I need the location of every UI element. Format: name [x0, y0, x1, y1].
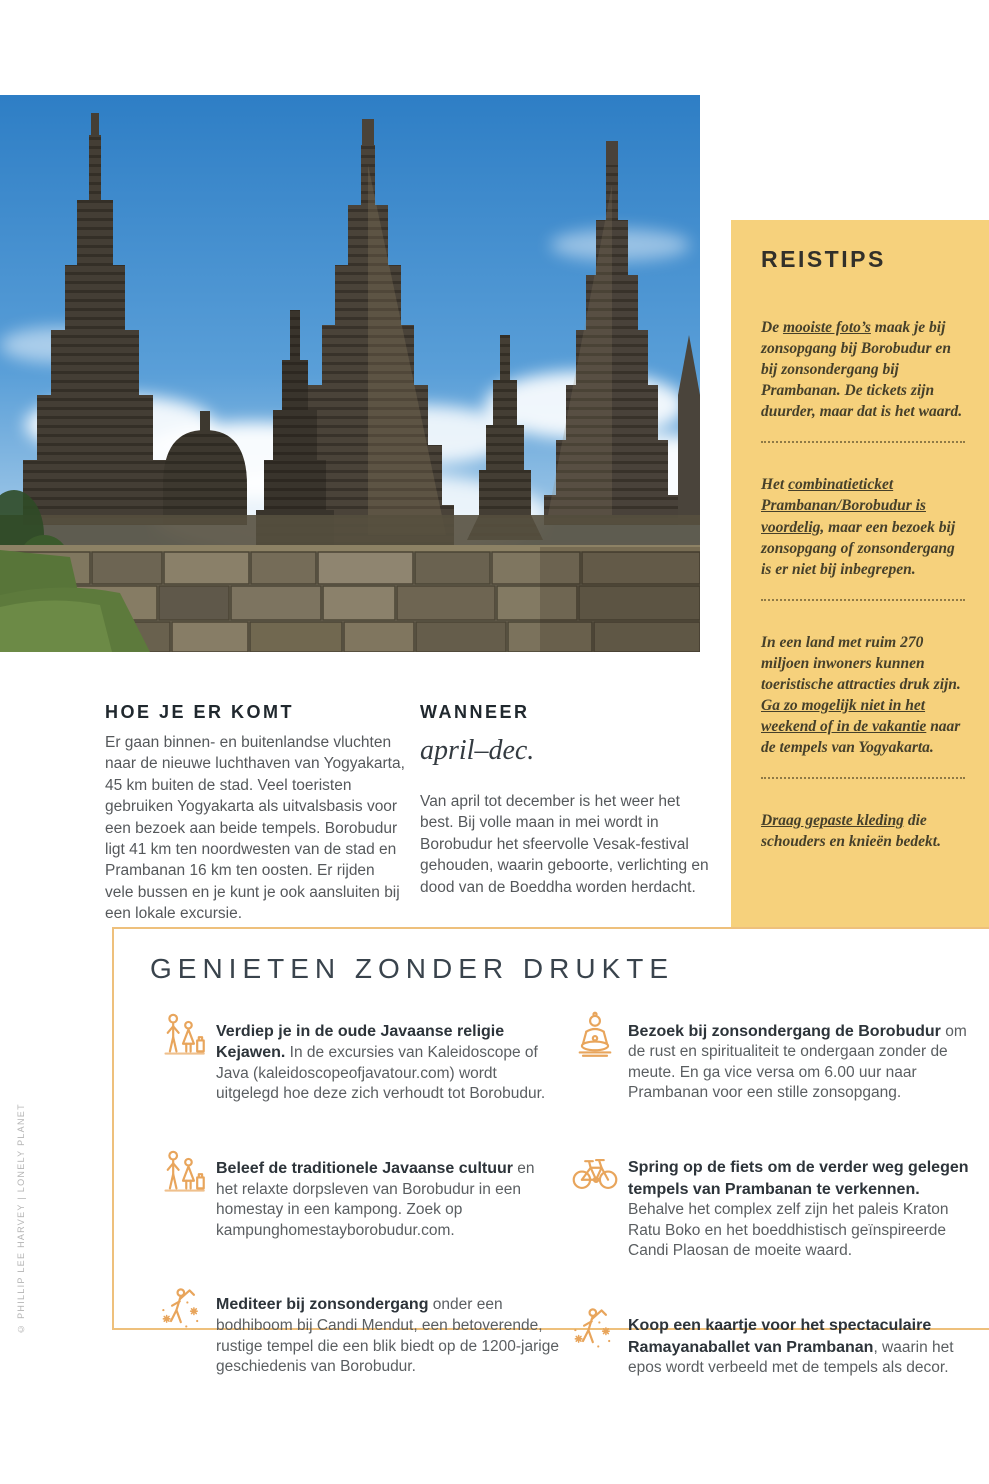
how-body: Er gaan binnen- en buitenlandse vluchten naar de nieuwe luchthaven van Yogyakarta, 45 km buiten de stad. Veel toeristen gebruiken Yogyakarta als uitvalsbasis voor een bezoek aan beide tempels. Borobudur ligt 41 km ten noordwesten van de stad en Prambanan 16 km ten oosten. Er rijden vele bussen en je kunt je ook aansluiten bij een lokale excursie. — [105, 734, 405, 922]
meditation-sparkle-icon — [150, 1279, 216, 1393]
genieten-item-homestay — [150, 1142, 562, 1256]
genieten-item-text: Mediteer bij zonsondergang onder een bodhiboom bij Candi Mendut, een betoverende, rustige tempel die een blik biedt op de 1200-jarige geschiedenis van Borobudur. — [216, 1296, 559, 1376]
temple-photo-graphic — [0, 95, 700, 652]
tip-clothing: Draag gepaste kleding die schouders en knieën bedekt. — [761, 812, 941, 851]
photo-credit: © PHILLIP LEE HARVEY | LONELY PLANET — [16, 1103, 26, 1334]
genieten-item-text: Koop een kaartje voor het spectaculaire Ramayanaballet van Prambanan, waarin het epos wordt verbeeld met de tempels als decor. — [628, 1316, 954, 1377]
genieten-item-ballet — [562, 1299, 974, 1394]
genieten-title: GENIETEN ZONDER DRUKTE — [150, 953, 675, 984]
genieten-item-mediteer — [150, 1279, 562, 1393]
when-title: WANNEER — [420, 702, 530, 722]
genieten-item-fiets — [562, 1141, 974, 1277]
genieten-box — [112, 927, 989, 1377]
when-season: april–dec. — [420, 735, 535, 766]
when-body: Van april tot december is het weer het best. Bij volle maan in mei wordt in Borobudur het sfeervolle Vesak-festival gehouden, waarin geboorte, verlichting en dood van de Boeddha worden herdacht. — [420, 793, 709, 896]
genieten-columns — [150, 1005, 989, 1416]
reistips-title: REISTIPS — [761, 246, 886, 272]
prambanan-temple-photo — [0, 95, 700, 652]
tip-crowds: In een land met ruim 270 miljoen inwoners kunnen toeristische attracties druk zijn. Ga zo mogelijk niet in het weekend of in de vakantie naar de tempels van Yogyakarta. — [761, 633, 961, 757]
how-to-get-there-section — [105, 702, 407, 924]
buddha-icon — [562, 1005, 628, 1119]
when-section — [420, 702, 712, 898]
genieten-item-kejawen — [150, 1005, 562, 1120]
tip-underline: Draag gepaste kleding — [761, 812, 904, 830]
tip-underline: mooiste foto’s — [782, 319, 871, 336]
tip-underline: combinatieticket Prambanan/Borobudur is voordelig — [761, 476, 926, 536]
tip-underline: Ga zo mogelijk niet in het weekend of in de vakantie — [761, 697, 927, 736]
family-icon — [150, 1142, 216, 1256]
genieten-item-borobudur — [562, 1005, 974, 1119]
how-title: HOE JE ER KOMT — [105, 702, 295, 722]
dance-sparkle-icon — [562, 1299, 628, 1394]
reistips-panel — [731, 220, 989, 927]
genieten-item-text: Spring op de fiets om de verder weg gelegen tempels van Prambanan te verkennen. Behalve het complex zelf zijn het paleis Kraton Ratu Boko en het boeddhistisch geïnspireerde Candi Plaosan de moeite waard. — [628, 1158, 969, 1260]
genieten-item-text: Bezoek bij zonsondergang de Borobudur om de rust en spiritualiteit te ondergaan zonder de meute. En ga vice versa om 6.00 uur naar Prambanan voor een stille zonsopgang. — [628, 1022, 967, 1102]
dotted-divider — [761, 777, 965, 779]
dotted-divider — [761, 441, 965, 443]
family-icon — [150, 1005, 216, 1120]
genieten-left-column — [150, 1005, 562, 1416]
genieten-right-column — [562, 1005, 974, 1416]
tip-photos: De mooiste foto’s maak je bij zonsopgang bij Borobudur en bij zonsondergang bij Prambanan. De tickets zijn duurder, maar dat is het waard. — [761, 319, 963, 421]
dotted-divider — [761, 599, 965, 601]
genieten-item-text: Verdiep je in de oude Javaanse religie Kejawen. In de excursies van Kaleidoscope of Java (kaleidoscopeofjavatour.com) wordt uitgelegd hoe deze zich verhoudt tot Borobudur. — [216, 1022, 546, 1103]
tip-combiticket: Het combinatieticket Prambanan/Borobudur is voordelig, maar een bezoek bij zonsopgang of zonsondergang is er niet bij inbegrepen. — [761, 476, 956, 578]
genieten-item-text: Beleef de traditionele Javaanse cultuur en het relaxte dorpsleven van Borobudur in een homestay in een kampong. Zoek op kampunghomestayborobudur.com. — [216, 1159, 535, 1239]
bicycle-icon — [562, 1141, 628, 1277]
